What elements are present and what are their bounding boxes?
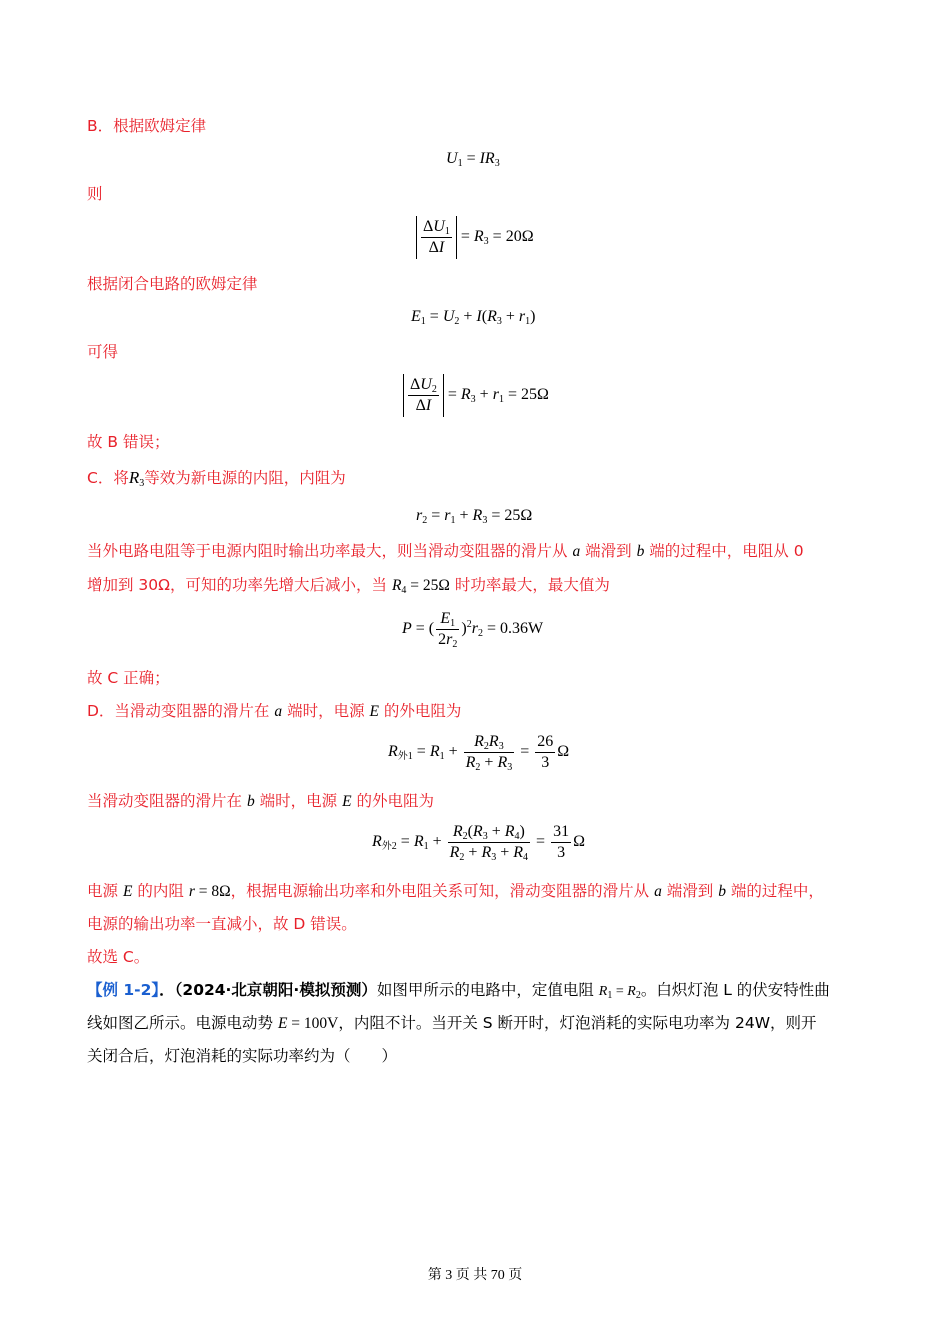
example-tag: 【例 1-2】 [87,981,160,999]
option-c-heading: C．将$R_3$等效为新电源的内阻，内阻为 [87,468,346,489]
example-line3: 关闭合后，灯泡消耗的实际功率约为（ ） [87,1047,398,1065]
example-line2: 线如图乙所示。电源电动势 E = 100V，内阻不计。当开关 S 断开时，灯泡消耗的实际电功率为 24W，则开 [87,1014,817,1032]
equation-r-ext1: $R_{外1} = R_1$ + $\frac{R_2R_3}{R_2 + R_3}$ = $\frac{26}{3}$ Ω [388,733,570,773]
closed-circuit-law: 根据闭合电路的欧姆定律 [87,275,258,293]
option-b-heading: B．根据欧姆定律 [87,117,207,135]
option-d-text-line2: 当滑动变阻器的滑片在 b 端时，电源 E 的外电阻为 [87,792,435,810]
text-kede: 可得 [87,343,119,361]
example-line1: 【例 1-2】．（2024·北京朝阳·模拟预测）如图甲所示的电路中，定值电阻 $R_1 = R_2$。白炽灯泡 L 的伏安特性曲 [87,981,830,1001]
text-ze: 则 [87,185,103,203]
equation-du1-di: $\frac{\Delta U_1}{\Delta I}$ = $R_3 = 20\Omega$ [416,216,534,259]
equation-r-ext2: $R_{外2} = R_1$ + $\frac{R_2(R_3 + R_4)}{R_2 + R_3 + R_4}$ = $\frac{31}{3}$ Ω [372,823,585,863]
page-footer: 第 3 页 共 70 页 [427,1268,523,1283]
equation-power: P = ( $\frac{E_1}{2r_2}$ )$^2r_2 = 0.36W$ [402,610,544,650]
option-d-text-line4: 电源的输出功率一直减小，故 D 错误。 [87,915,357,933]
equation-du2-di: $\frac{\Delta U_2}{\Delta I}$ = $R_3 + r_1 = 25\Omega$ [403,374,549,417]
option-d-heading: D．当滑动变阻器的滑片在 a 端时，电源 E 的外电阻为 [87,702,462,720]
option-c-conclusion: 故 C 正确； [87,669,170,687]
option-d-text-line3: 电源 E 的内阻 r = 8Ω，根据电源输出功率和外电阻关系可知，滑动变阻器的滑片从 a 端滑到 b 端的过程中， [87,882,824,900]
option-c-text-line2: 增加到 30Ω，可知的功率先增大后减小，当 $R_4 = 25\Omega$ 时功率最大，最大值为 [87,576,610,596]
equation-e1: $E_1 = U_2 + I(R_3 + r_1)$ [411,308,536,327]
example-source: ．（2024·北京朝阳·模拟预测） [159,981,377,999]
option-c-text-line1: 当外电路电阻等于电源内阻时输出功率最大，则当滑动变阻器的滑片从 a 端滑到 b 端的过程中，电阻从 0 [87,542,804,560]
equation-u1: $U_1 = IR_3$ [446,150,500,169]
option-b-conclusion: 故 B 错误； [87,433,170,451]
equation-r2: $r_2 = r_1 + R_3 = 25\Omega$ [416,507,533,526]
final-answer: 故选 C。 [87,948,150,966]
